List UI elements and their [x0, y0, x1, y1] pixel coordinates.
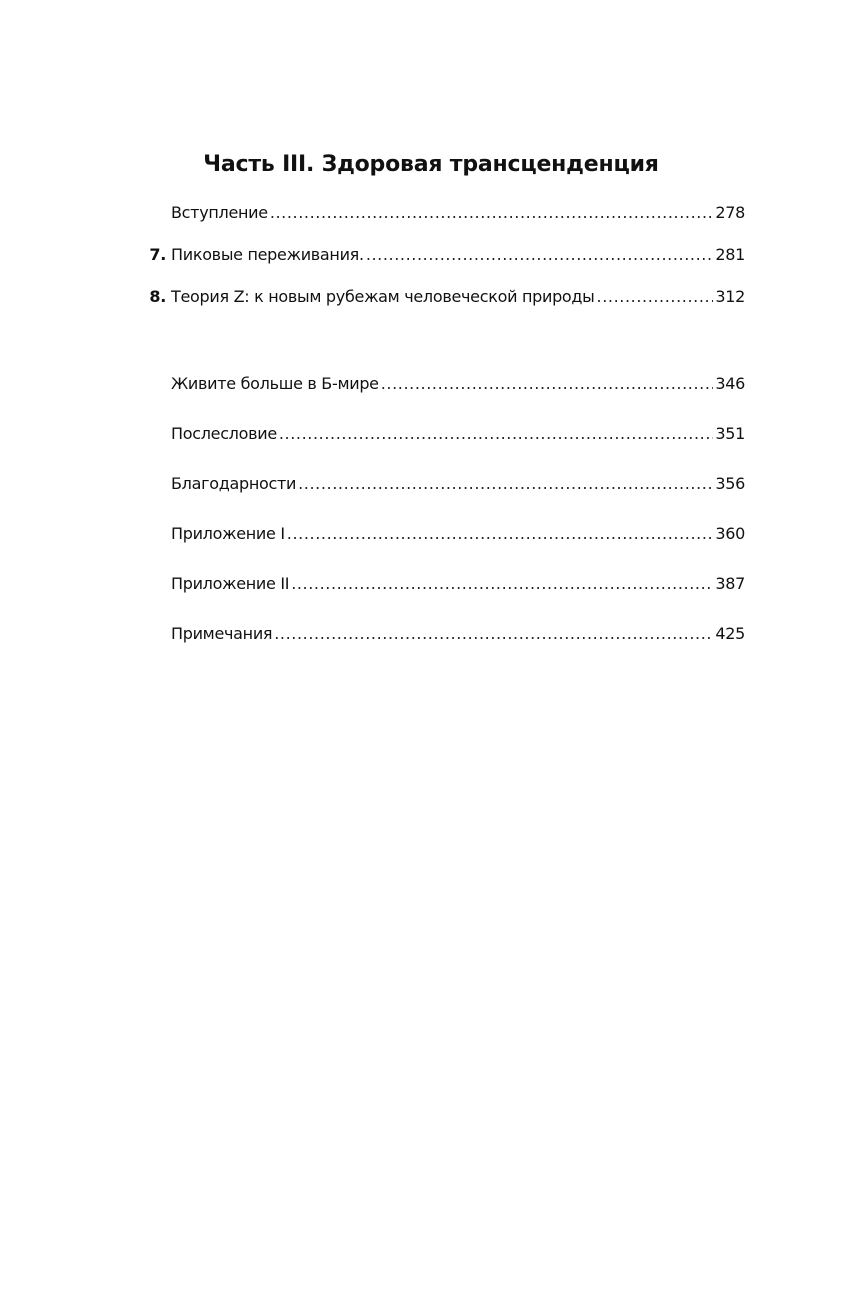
toc-entry-appendix-2[interactable]: [171, 572, 745, 596]
toc-leader-dots: [287, 522, 714, 546]
toc-entry-label: Приложение I: [171, 524, 285, 543]
toc-entry-acknowledgements[interactable]: [171, 472, 745, 496]
toc-entry-chapter-7[interactable]: [149, 243, 745, 267]
toc-chapter-number: 8.: [149, 287, 166, 306]
toc-chapter-number: 7.: [149, 245, 166, 264]
toc-leader-dots: [597, 285, 714, 309]
toc-entry-page: 351: [715, 424, 745, 443]
toc-leader-dots: [381, 372, 714, 396]
toc-entry-appendix-1[interactable]: [171, 522, 745, 546]
toc-entry-label: Приложение II: [171, 574, 290, 593]
toc-entry-label: Послесловие: [171, 424, 277, 443]
toc-entry-page: 387: [715, 574, 745, 593]
toc-leader-dots: [366, 243, 714, 267]
toc-entry-notes[interactable]: [171, 622, 745, 646]
toc-entry-introduction[interactable]: [171, 201, 745, 225]
toc-leader-dots: [274, 622, 713, 646]
toc-entry-page: 360: [715, 524, 745, 543]
toc-entry-label: Живите больше в Б-мире: [171, 374, 379, 393]
toc-leader-dots: [279, 422, 713, 446]
toc-entry-label: Вступление: [171, 203, 268, 222]
toc-entry-page: 346: [715, 374, 745, 393]
toc-entry-label: Пиковые переживания.: [171, 245, 364, 264]
toc-entry-page: 356: [715, 474, 745, 493]
toc-leader-dots: [270, 201, 714, 225]
toc-entry-page: 281: [715, 245, 745, 264]
toc-entry-label: Примечания: [171, 624, 273, 643]
toc-leader-dots: [298, 472, 713, 496]
toc-entry-chapter-8[interactable]: [149, 285, 745, 309]
part-title: Часть III. Здоровая трансценденция: [203, 152, 659, 177]
toc-entry-page: 312: [715, 287, 745, 306]
toc-entry-label: Благодарности: [171, 474, 297, 493]
toc-leader-dots: [291, 572, 713, 596]
toc-entry-page: 425: [715, 624, 745, 643]
toc-entry-page: 278: [715, 203, 745, 222]
toc-entry-afterword[interactable]: [171, 422, 745, 446]
toc-entry-label: Теория Z: к новым рубежам человеческой природы: [171, 287, 595, 306]
toc-entry-b-world[interactable]: [171, 372, 745, 396]
